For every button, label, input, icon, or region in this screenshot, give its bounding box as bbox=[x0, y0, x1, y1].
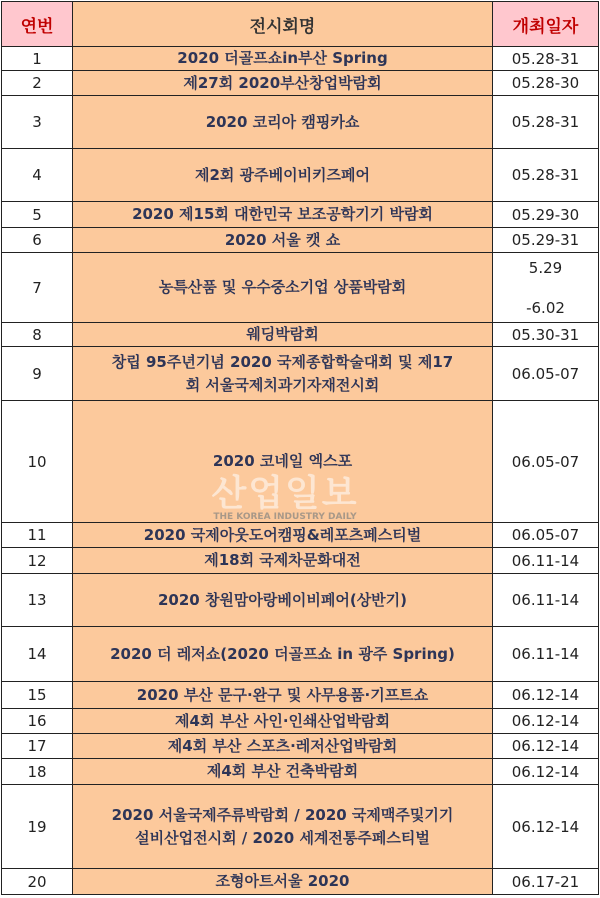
exhibition-date bbox=[493, 47, 599, 71]
table-row bbox=[2, 785, 599, 869]
exhibition-date bbox=[493, 574, 599, 627]
exhibition-date bbox=[493, 709, 599, 734]
table-row bbox=[2, 523, 599, 548]
exhibition-name bbox=[73, 869, 493, 895]
exhibition-date bbox=[493, 347, 599, 401]
exhibition-name bbox=[73, 47, 493, 71]
exhibition-date bbox=[493, 323, 599, 347]
exhibition-date bbox=[493, 401, 599, 523]
exhibition-name-line: 2020 서울국제주류박람회 / 2020 국제맥주및기기 bbox=[111, 805, 454, 824]
exhibition-name-line: 2020 코리아 캠핑카쇼 bbox=[205, 112, 360, 131]
table-row bbox=[2, 253, 599, 323]
date-line: 05.29-30 bbox=[511, 205, 580, 224]
date-line: 05.29-31 bbox=[511, 231, 580, 249]
table-row bbox=[2, 869, 599, 895]
date-line: 05.28-31 bbox=[511, 166, 580, 184]
exhibition-name bbox=[73, 323, 493, 347]
exhibition-name-line: 조형아트서울 2020 bbox=[215, 872, 350, 890]
exhibition-name-line: 제4회 부산 사인·인쇄산업박람회 bbox=[175, 711, 390, 730]
exhibition-name-line: 제27회 2020부산창업박람회 bbox=[183, 73, 382, 92]
row-number: 19 bbox=[2, 785, 73, 869]
date-line: 06.05-07 bbox=[511, 526, 580, 544]
exhibition-date bbox=[493, 228, 599, 253]
table-row bbox=[2, 709, 599, 734]
date-line: 05.28-31 bbox=[511, 113, 580, 131]
date-line: 06.05-07 bbox=[511, 364, 580, 383]
date-line: 06.12-14 bbox=[511, 737, 580, 755]
table-row bbox=[2, 627, 599, 682]
exhibition-name bbox=[73, 253, 493, 323]
row-number: 17 bbox=[2, 734, 73, 759]
exhibition-name bbox=[73, 548, 493, 574]
date-line: 06.12-14 bbox=[511, 762, 580, 781]
row-number: 7 bbox=[2, 253, 73, 323]
exhibition-name-line: 창립 95주년기념 2020 국제종합학술대회 및 제17 bbox=[111, 352, 454, 371]
exhibition-name bbox=[73, 785, 493, 869]
table-row bbox=[2, 149, 599, 202]
date-line: 06.11-14 bbox=[511, 551, 580, 570]
date-line: 06.11-14 bbox=[511, 591, 580, 609]
row-number: 18 bbox=[2, 759, 73, 785]
exhibition-name-line: 2020 서울 캣 쇼 bbox=[224, 230, 341, 249]
table-row bbox=[2, 682, 599, 709]
exhibition-name bbox=[73, 228, 493, 253]
table-row bbox=[2, 759, 599, 785]
date-line: 05.28-31 bbox=[511, 49, 580, 68]
exhibition-name-line: 2020 부산 문구·완구 및 사무용품·기프트쇼 bbox=[136, 685, 429, 704]
table-row bbox=[2, 323, 599, 347]
row-number: 20 bbox=[2, 869, 73, 895]
watermark-subtitle: THE KOREA INDUSTRY DAILY bbox=[213, 512, 357, 522]
exhibition-name bbox=[73, 682, 493, 709]
exhibition-name bbox=[73, 734, 493, 759]
exhibition-name bbox=[73, 627, 493, 682]
exhibition-name-line: 제4회 부산 건축박람회 bbox=[206, 762, 359, 780]
exhibition-name-line: 2020 창원맘아랑베이비페어(상반기) bbox=[157, 590, 408, 609]
exhibition-name-line: 2020 코네일 엑스포 bbox=[212, 452, 353, 470]
date-line: 06.12-14 bbox=[511, 817, 580, 836]
exhibition-name-line: 웨딩박람회 bbox=[246, 325, 319, 343]
exhibition-name-line: 제18회 국제차문화대전 bbox=[204, 551, 361, 569]
row-number: 6 bbox=[2, 228, 73, 253]
exhibition-name bbox=[73, 347, 493, 401]
exhibition-name-line: 2020 더 레저쇼(2020 더골프쇼 in 광주 Spring) bbox=[110, 644, 455, 663]
exhibition-date bbox=[493, 149, 599, 202]
row-number: 11 bbox=[2, 523, 73, 548]
row-number: 1 bbox=[2, 47, 73, 71]
table-row bbox=[2, 228, 599, 253]
exhibition-name bbox=[73, 202, 493, 228]
table-row bbox=[2, 734, 599, 759]
row-number: 13 bbox=[2, 574, 73, 627]
date-line: 06.17-21 bbox=[511, 872, 580, 891]
table-row bbox=[2, 574, 599, 627]
exhibition-table bbox=[1, 1, 599, 895]
table-row bbox=[2, 71, 599, 96]
row-number: 8 bbox=[2, 323, 73, 347]
exhibition-date bbox=[493, 759, 599, 785]
exhibition-name-line: 회 서울국제치과기자재전시회 bbox=[185, 375, 380, 394]
exhibition-name-line: 제2회 광주베이비키즈페어 bbox=[194, 165, 371, 184]
date-line: 06.12-14 bbox=[511, 712, 580, 730]
exhibition-name bbox=[73, 96, 493, 149]
table-row bbox=[2, 401, 599, 523]
exhibition-name-line: 2020 제15회 대한민국 보조공학기기 박람회 bbox=[132, 205, 433, 223]
watermark-title: 산업일보 bbox=[211, 473, 359, 514]
date-line: 05.30-31 bbox=[511, 325, 580, 344]
header-name: 전시회명 bbox=[73, 2, 493, 47]
exhibition-date bbox=[493, 548, 599, 574]
table-row bbox=[2, 202, 599, 228]
exhibition-date bbox=[493, 253, 599, 323]
exhibition-name bbox=[73, 401, 493, 523]
row-number: 14 bbox=[2, 627, 73, 682]
exhibition-date bbox=[493, 523, 599, 548]
row-number: 12 bbox=[2, 548, 73, 574]
exhibition-name bbox=[73, 523, 493, 548]
header-row bbox=[2, 2, 599, 47]
exhibition-name-line: 2020 국제아웃도어캠핑&레포츠페스티벌 bbox=[143, 525, 422, 544]
row-number: 10 bbox=[2, 401, 73, 523]
date-line: 06.11-14 bbox=[511, 645, 580, 663]
date-line: 5.29 bbox=[528, 258, 563, 277]
row-number: 2 bbox=[2, 71, 73, 96]
date-line: 06.12-14 bbox=[511, 686, 580, 704]
exhibition-name bbox=[73, 71, 493, 96]
exhibition-date bbox=[493, 627, 599, 682]
row-number: 16 bbox=[2, 709, 73, 734]
table-row bbox=[2, 96, 599, 149]
date-line: 06.05-07 bbox=[511, 452, 580, 471]
header-date: 개최일자 bbox=[493, 2, 599, 47]
exhibition-name-line: 제4회 부산 스포츠·레저산업박람회 bbox=[167, 736, 398, 755]
header-no: 연번 bbox=[2, 2, 73, 47]
exhibition-date bbox=[493, 869, 599, 895]
exhibition-date bbox=[493, 785, 599, 869]
exhibition-name bbox=[73, 709, 493, 734]
exhibition-date bbox=[493, 96, 599, 149]
exhibition-name bbox=[73, 574, 493, 627]
exhibition-name bbox=[73, 759, 493, 785]
exhibition-date bbox=[493, 71, 599, 96]
row-number: 4 bbox=[2, 149, 73, 202]
exhibition-date bbox=[493, 202, 599, 228]
table-row bbox=[2, 47, 599, 71]
exhibition-name-line: 설비산업전시회 / 2020 세계전통주페스티벌 bbox=[135, 828, 430, 847]
exhibition-name-line: 2020 더골프쇼in부산 Spring bbox=[177, 49, 388, 67]
exhibition-name bbox=[73, 149, 493, 202]
table-row bbox=[2, 548, 599, 574]
exhibition-name-line: 농특산품 및 우수중소기업 상품박람회 bbox=[158, 278, 407, 296]
row-number: 5 bbox=[2, 202, 73, 228]
table-row bbox=[2, 347, 599, 401]
row-number: 15 bbox=[2, 682, 73, 709]
date-line: 05.28-30 bbox=[511, 74, 580, 92]
exhibition-date bbox=[493, 734, 599, 759]
row-number: 9 bbox=[2, 347, 73, 401]
row-number: 3 bbox=[2, 96, 73, 149]
date-line: -6.02 bbox=[526, 298, 565, 317]
exhibition-date bbox=[493, 682, 599, 709]
